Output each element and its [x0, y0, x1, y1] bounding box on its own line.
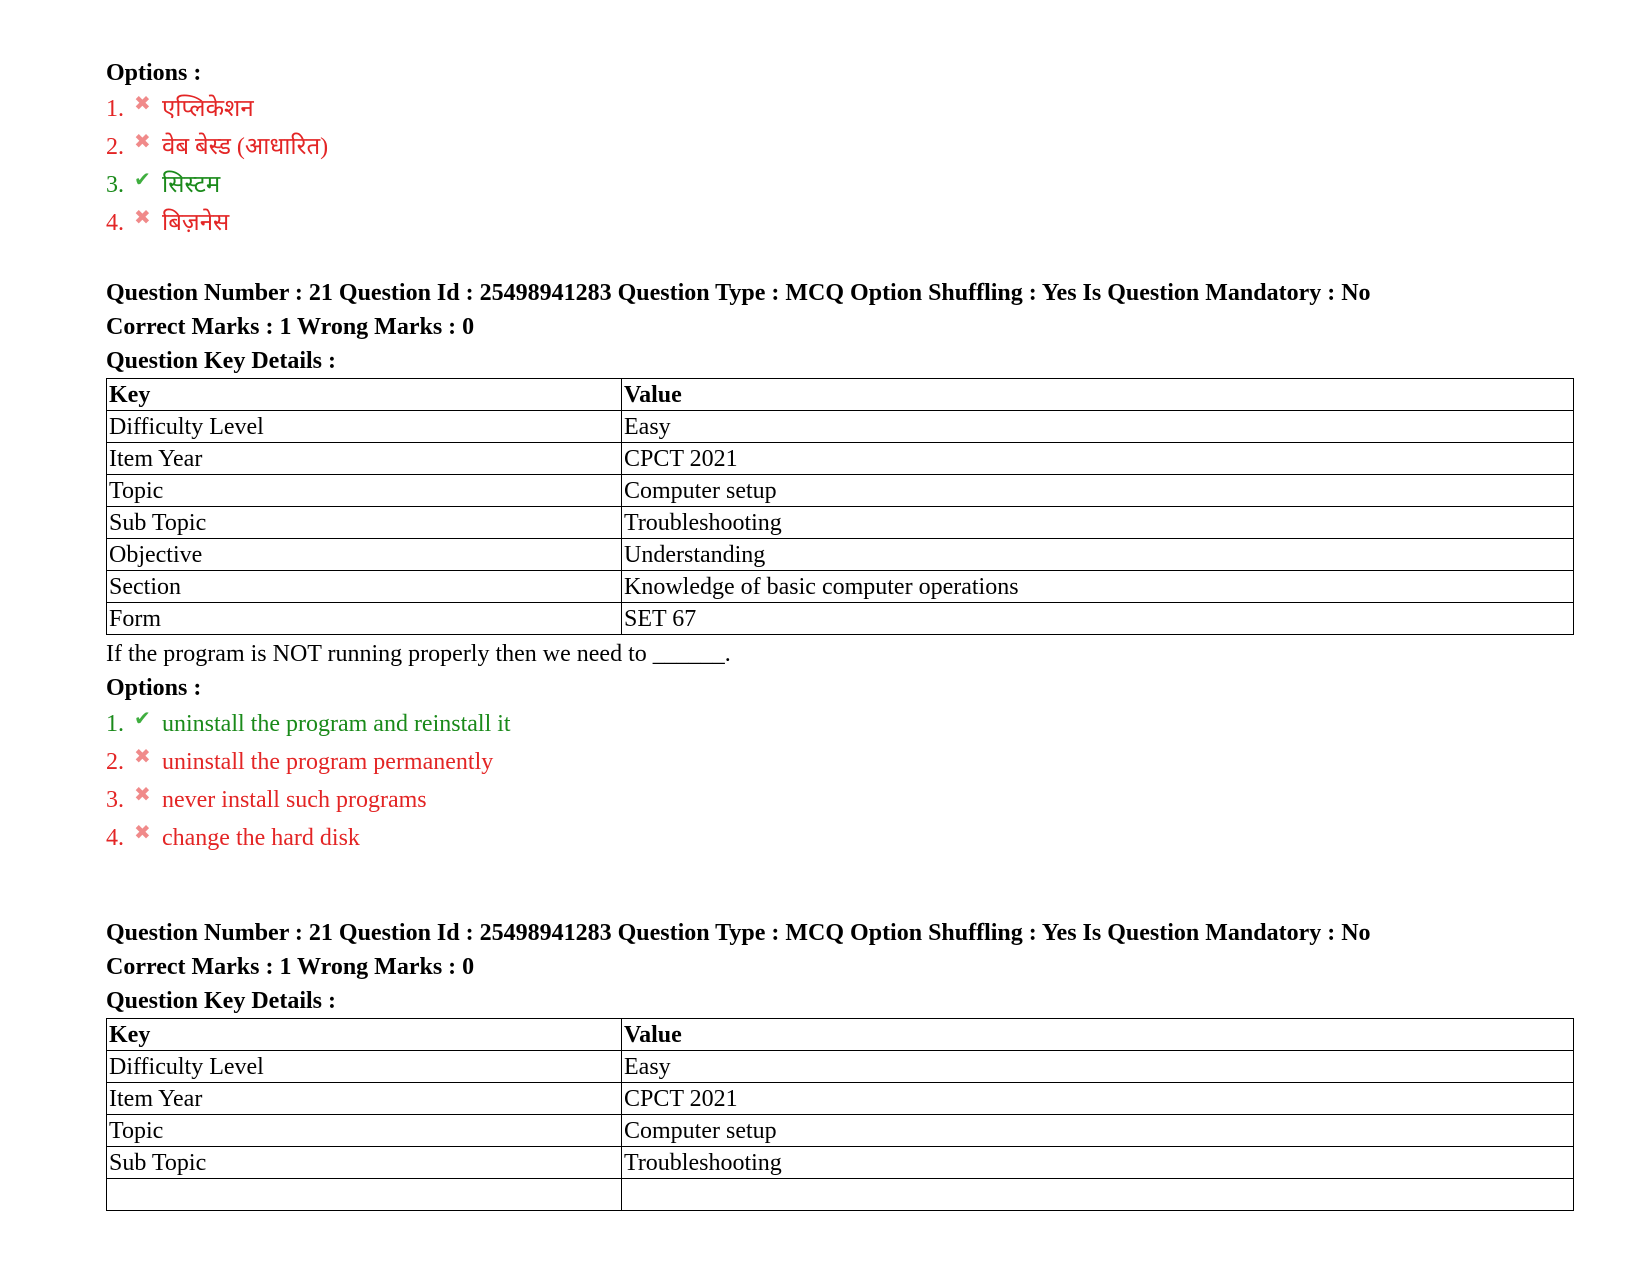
- option-item: 3. ✖ never install such programs: [106, 781, 1574, 819]
- table-header-value: Value: [622, 1019, 1574, 1051]
- table-row: Sub Topic Troubleshooting: [107, 507, 1574, 539]
- marks-line: Correct Marks : 1 Wrong Marks : 0: [106, 314, 475, 340]
- cross-icon: ✖: [134, 205, 151, 229]
- options-list: [106, 705, 1574, 857]
- check-icon: ✔: [134, 167, 151, 191]
- table-header-key: Key: [107, 379, 622, 411]
- cross-icon: ✖: [134, 782, 151, 806]
- cross-icon: ✖: [134, 91, 151, 115]
- key-details-label: Question Key Details :: [106, 988, 336, 1014]
- key-details-table: [106, 1018, 1574, 1211]
- prev-question-options: [106, 56, 328, 242]
- table-row: Sub Topic Troubleshooting: [107, 1147, 1574, 1179]
- options-list: [106, 90, 328, 242]
- check-icon: ✔: [134, 706, 151, 730]
- question-block: [106, 916, 1574, 1222]
- table-row: Item Year CPCT 2021: [107, 1083, 1574, 1115]
- option-text: uninstall the program permanently: [162, 749, 494, 775]
- option-text: change the hard disk: [162, 825, 360, 851]
- table-row: [107, 1179, 1574, 1211]
- question-header: Question Number : 21 Question Id : 25498941283 Question Type : MCQ Option Shuffling : Yes Is Question Mandatory : No: [106, 920, 1371, 946]
- table-header-value: Value: [622, 379, 1574, 411]
- table-row: Topic Computer setup: [107, 475, 1574, 507]
- option-text: uninstall the program and reinstall it: [162, 711, 511, 737]
- option-text: वेब बेस्ड (आधारित): [162, 134, 329, 160]
- option-item: 4. ✖ बिज़नेस: [106, 204, 328, 242]
- key-details-label: Question Key Details :: [106, 348, 336, 374]
- option-text: एप्लिकेशन: [162, 96, 254, 122]
- table-header-key: Key: [107, 1019, 622, 1051]
- table-row: Difficulty Level Easy: [107, 411, 1574, 443]
- question-block: [106, 276, 1574, 857]
- options-label: Options :: [106, 60, 202, 86]
- table-row: Form SET 67: [107, 603, 1574, 635]
- key-details-table: [106, 378, 1574, 635]
- option-text: बिज़नेस: [162, 210, 230, 236]
- option-item: 2. ✖ uninstall the program permanently: [106, 743, 1574, 781]
- option-item: 1. ✖ एप्लिकेशन: [106, 90, 328, 128]
- option-item: 2. ✖ वेब बेस्ड (आधारित): [106, 128, 328, 166]
- option-item: 3. ✔ सिस्टम: [106, 166, 328, 204]
- table-row: Difficulty Level Easy: [107, 1051, 1574, 1083]
- cross-icon: ✖: [134, 820, 151, 844]
- options-label: Options :: [106, 675, 202, 701]
- question-text: If the program is NOT running properly then we need to ______.: [106, 641, 731, 667]
- table-header-row: [107, 379, 1574, 411]
- cross-icon: ✖: [134, 129, 151, 153]
- table-row: Objective Understanding: [107, 539, 1574, 571]
- question-header: Question Number : 21 Question Id : 25498941283 Question Type : MCQ Option Shuffling : Yes Is Question Mandatory : No: [106, 280, 1371, 306]
- table-row: Topic Computer setup: [107, 1115, 1574, 1147]
- option-item: 4. ✖ change the hard disk: [106, 819, 1574, 857]
- marks-line: Correct Marks : 1 Wrong Marks : 0: [106, 954, 475, 980]
- table-row: Section Knowledge of basic computer operations: [107, 571, 1574, 603]
- option-item: 1. ✔ uninstall the program and reinstall it: [106, 705, 1574, 743]
- option-text: सिस्टम: [162, 172, 221, 198]
- table-row: Item Year CPCT 2021: [107, 443, 1574, 475]
- cross-icon: ✖: [134, 744, 151, 768]
- option-text: never install such programs: [162, 787, 427, 813]
- table-header-row: [107, 1019, 1574, 1051]
